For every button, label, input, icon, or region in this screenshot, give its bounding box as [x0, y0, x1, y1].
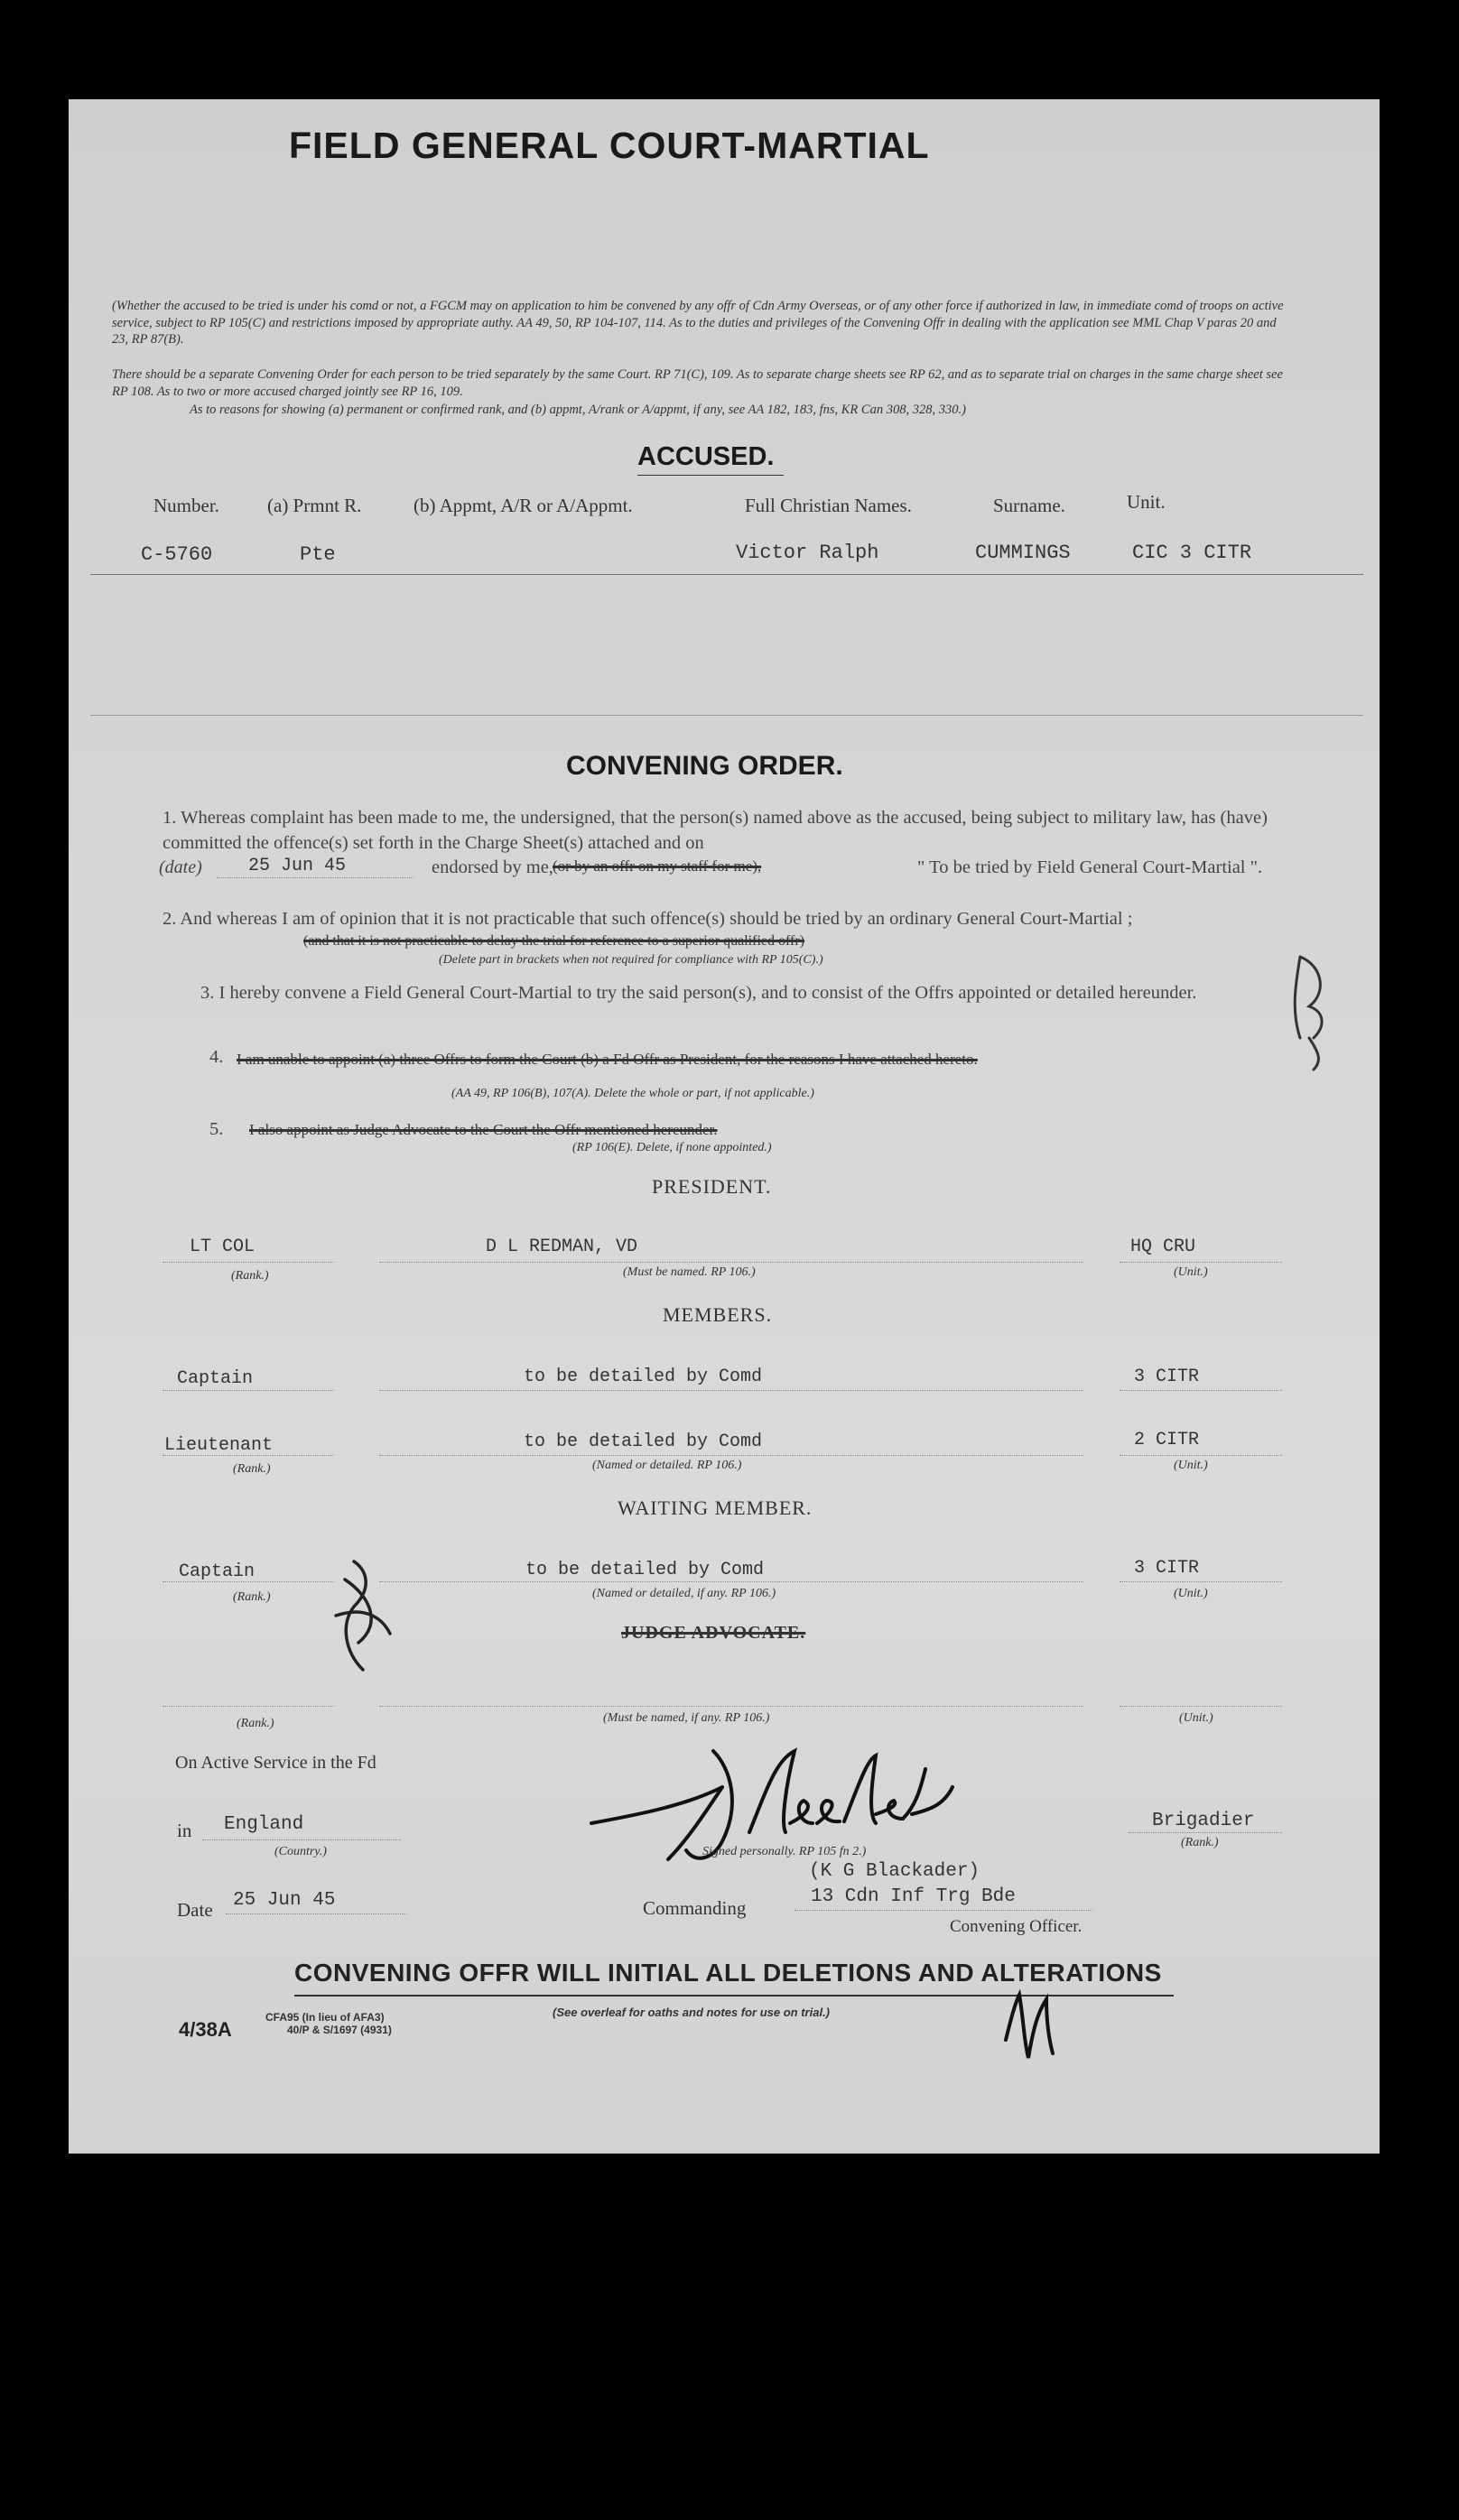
waiting-member-name-caption: (Named or detailed, if any. RP 106.) [592, 1587, 776, 1600]
member-2-name: to be detailed by Comd [524, 1431, 763, 1452]
country-caption: (Country.) [274, 1845, 327, 1858]
waiting-member-rank-line [163, 1581, 334, 1582]
para-3-text: 3. I hereby convene a Field General Court-Martial to try the said person(s), and to consist of the Offrs appointed or detailed hereunder. [200, 983, 1197, 1003]
margin-initials-mark [1273, 939, 1345, 1074]
accused-blank-rule [90, 715, 1363, 716]
waiting-member-heading: WAITING MEMBER. [618, 1496, 813, 1519]
para-5-caption: (RP 106(E). Delete, if none appointed.) [572, 1141, 772, 1154]
judge-advocate-name-line [379, 1706, 1083, 1707]
member-1-name: to be detailed by Comd [524, 1367, 763, 1387]
date-line [226, 1913, 406, 1914]
members-heading: MEMBERS. [663, 1303, 773, 1326]
waiting-member-unit: 3 CITR [1134, 1558, 1200, 1579]
president-name: D L REDMAN, VD [486, 1237, 638, 1257]
para-2-caption: (Delete part in brackets when not required for compliance with RP 105(C).) [439, 953, 823, 967]
form-number: 4/38A [179, 2018, 232, 2041]
formation-line [795, 1910, 1092, 1911]
para-4-struck-text: I am unable to appoint (a) three Offrs to form the Court (b) a Fd Offr as President, for the reasons I have attached hereto. [237, 1051, 978, 1068]
signer-rank: Brigadier [1152, 1811, 1255, 1831]
para-2-struck-text: (and that it is not practicable to delay the trial for reference to a superior qualified offr) [303, 933, 805, 949]
member-1-rank-line [163, 1390, 334, 1391]
judge-advocate-unit-caption: (Unit.) [1179, 1711, 1213, 1725]
para-1-text: 1. Whereas complaint has been made to me, the undersigned, that the person(s) named above as the accused, being subject to military law, has (have) committed the offence(s) set forth in the Charge Sheet(s) attached and on [163, 808, 1268, 853]
president-unit-caption: (Unit.) [1174, 1265, 1208, 1279]
members-rank-caption: (Rank.) [233, 1462, 271, 1476]
col-prmnt-rank: (a) Prmnt R. [267, 495, 362, 516]
para-2-text: 2. And whereas I am of opinion that it is not practicable that such offence(s) should be tried by an ordinary General Court-Martial ; [163, 909, 1133, 929]
intro-note-3: As to reasons for showing (a) permanent or confirmed rank, and (b) appmt, A/rank or A/appmt, if any, see AA 182, 183, fns, KR Can 308, 328, 330.) [190, 403, 966, 417]
accused-number: C-5760 [141, 543, 213, 566]
formation-name: 13 Cdn Inf Trg Bde [811, 1886, 1016, 1907]
col-unit: Unit. [1127, 491, 1166, 513]
col-appmt: (b) Appmt, A/R or A/Appmt. [414, 495, 633, 516]
waiting-member-name: to be detailed by Comd [525, 1560, 765, 1580]
accused-row-rule [90, 574, 1363, 575]
waiting-member-unit-line [1120, 1581, 1282, 1582]
col-names: Full Christian Names. [745, 495, 912, 516]
convening-order-heading: CONVENING ORDER. [566, 751, 843, 781]
member-2-rank: Lieutenant [164, 1435, 274, 1456]
country-value: England [224, 1814, 304, 1835]
intro-note-1: (Whether the accused to be tried is under his comd or not, a FGCM may on application to him be convened by any offr of Cdn Army Overseas, or of any other force if authorized in law, in immediate comd of troops on active service, subject to RP 105(C) and restrictions imposed by appropriate authy. AA 49, 50, RP 104-107, 114. As to the duties and privileges of the Convening Offr in dealing with the application see MML Chap V paras 20 and 23, RP 87(B). [112, 299, 1284, 347]
member-1-unit-line [1120, 1390, 1282, 1391]
accused-christian-names: Victor Ralph [736, 542, 879, 564]
convening-officer-role: Convening Officer. [950, 1917, 1083, 1936]
president-name-caption: (Must be named. RP 106.) [623, 1265, 756, 1279]
accused-rank: Pte [300, 543, 336, 566]
country-line [202, 1839, 401, 1840]
member-2-unit-line [1120, 1455, 1282, 1456]
country-label: in [177, 1820, 192, 1841]
form-ref-a: CFA95 (In lieu of AFA3) [265, 2011, 385, 2024]
waiting-member-name-line [379, 1581, 1083, 1582]
accused-heading: ACCUSED. [637, 442, 775, 471]
president-name-line [379, 1262, 1083, 1263]
judge-advocate-rank-line [163, 1706, 334, 1707]
form-ref-b: 40/P & S/1697 (4931) [287, 2024, 392, 2036]
judge-advocate-rank-caption: (Rank.) [237, 1717, 274, 1730]
president-unit: HQ CRU [1130, 1237, 1196, 1257]
signer-rank-caption: (Rank.) [1181, 1836, 1219, 1849]
accused-unit: CIC 3 CITR [1132, 542, 1252, 564]
para-5-struck-text: I also appoint as Judge Advocate to the Court the Offr mentioned hereunder. [249, 1121, 718, 1138]
para-4-caption: (AA 49, RP 106(B), 107(A). Delete the whole or part, if not applicable.) [451, 1087, 814, 1100]
date-label: Date [177, 1899, 213, 1921]
intro-note-2: There should be a separate Convening Order for each person to be tried separately by the same Court. RP 71(C), 109. As to separate charge sheets see RP 62, and as to separate trial on charges in the same charge sheet see RP 108. As to two or more accused charged jointly see RP 16, 109. [112, 367, 1283, 399]
para-4-number: 4. [209, 1047, 224, 1067]
judge-advocate-unit-line [1120, 1706, 1282, 1707]
accused-surname: CUMMINGS [975, 542, 1071, 564]
members-unit-caption: (Unit.) [1174, 1459, 1208, 1472]
member-2-name-line [379, 1455, 1083, 1456]
member-1-unit: 3 CITR [1134, 1367, 1200, 1387]
overleaf-note: (See overleaf for oaths and notes for use on trial.) [553, 2006, 831, 2019]
footer-initials-mark [997, 1986, 1069, 2067]
initials-mark [327, 1552, 408, 1679]
para-5-number: 5. [209, 1119, 224, 1139]
president-rank-line [163, 1262, 334, 1263]
member-2-unit: 2 CITR [1134, 1430, 1200, 1450]
col-number: Number. [153, 495, 219, 516]
president-rank: LT COL [190, 1237, 256, 1257]
date-value: 25 Jun 45 [233, 1890, 336, 1911]
form-title: FIELD GENERAL COURT-MARTIAL [289, 125, 930, 166]
president-rank-caption: (Rank.) [231, 1269, 269, 1283]
member-1-rank: Captain [177, 1368, 254, 1389]
para-1-struck-text: (or by an offr on my staff for me), [553, 857, 762, 875]
active-service-line: On Active Service in the Fd [175, 1753, 376, 1773]
waiting-member-rank-caption: (Rank.) [233, 1590, 271, 1604]
signer-rank-line [1129, 1832, 1282, 1833]
col-surname: Surname. [993, 495, 1065, 516]
president-unit-line [1120, 1262, 1282, 1263]
members-name-caption: (Named or detailed. RP 106.) [592, 1459, 742, 1472]
para-1-date-label: (date) [159, 857, 202, 877]
judge-advocate-name-caption: (Must be named, if any. RP 106.) [603, 1711, 770, 1725]
member-2-rank-line [163, 1455, 334, 1456]
waiting-member-unit-caption: (Unit.) [1174, 1587, 1208, 1600]
waiting-member-rank: Captain [179, 1561, 256, 1582]
para-1-tail: " To be tried by Field General Court-Martial ". [917, 857, 1263, 877]
para-1-date-line [217, 877, 414, 878]
footer-notice: CONVENING OFFR WILL INITIAL ALL DELETIONS AND ALTERATIONS [294, 1959, 1162, 1987]
para-1-date: 25 Jun 45 [248, 856, 347, 876]
signature-caption: Signed personally. RP 105 fn 2.) [702, 1845, 867, 1858]
president-heading: PRESIDENT. [652, 1175, 772, 1198]
judge-advocate-heading: JUDGE ADVOCATE. [621, 1623, 806, 1643]
member-1-name-line [379, 1390, 1083, 1391]
para-1-endorsed: endorsed by me, [432, 857, 553, 877]
commanding-label: Commanding [643, 1897, 747, 1919]
accused-heading-underline [637, 475, 784, 476]
signer-name: (K G Blackader) [809, 1861, 980, 1882]
